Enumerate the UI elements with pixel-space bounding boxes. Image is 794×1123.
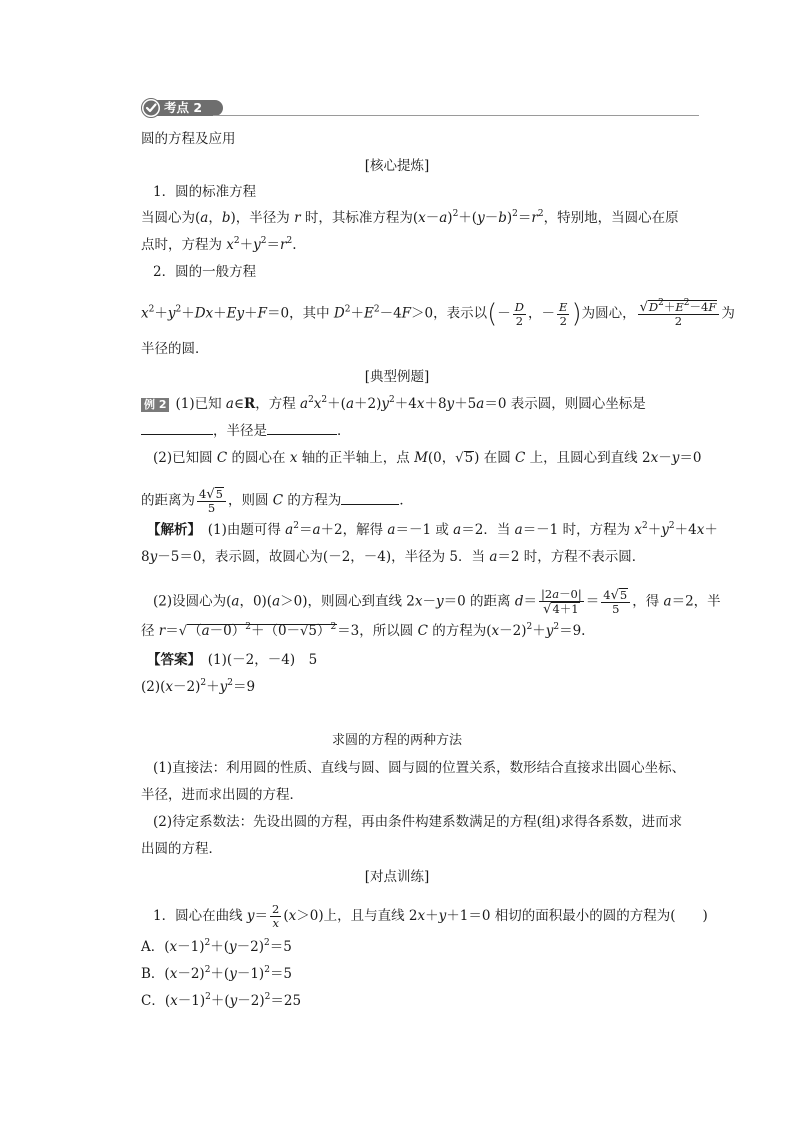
item2-line1: $x^2+y^2+Dx+Ey+F=0$，其中 $D^2+E^2-4F>0$，表示以(－ $\frac{D}{2}$ ，－ $\frac{E}{2}$ )为圆心， $\frac{√D^2+E^2-4F}{2}$ 为: [141, 298, 735, 329]
solution-line4: 径 $r=√(a-0)^2+(0-√5)^2=3$，所以圆 C 的方程为$(x-2)^2+y^2=9$.: [141, 622, 586, 639]
badge-label: 考点 2: [164, 100, 203, 115]
training-question: 1．圆心在曲线 y＝ $\frac{2}{x}$ (x＞0)上，且与直线 2x＋y＋1＝0 相切的面积最小的圆的方程为( ): [153, 902, 708, 930]
answer-line1: 【答案】 (1)(－2，－4) 5: [147, 652, 318, 668]
method1-line1: (1)直接法：利用圆的性质、直线与圆、圆与圆的位置关系，数形结合直接求出圆心坐标、: [153, 760, 686, 776]
example-q2-line1: (2)已知圆 C 的圆心在 x 轴的正半轴上，点 M(0，√5) 在圆 C 上，且圆心到直线 2x－y＝0: [153, 450, 702, 466]
answer-line2: $(2)(x-2)^2+y^2=9$: [141, 678, 256, 695]
item2-line2: 半径的圆．: [141, 341, 209, 357]
solution-line1: 【解析】 (1)由题可得 $a^2=a+2$，解得 a＝－1 或 a＝2．当 a＝－1 时，方程为 $x^2+y^2+4x+$: [147, 521, 718, 538]
solution-line2: 8y－5＝0，表示圆，故圆心为(－2，－4)，半径为 5．当 a＝2 时，方程不表示圆．: [141, 549, 646, 565]
method1-line2: 半径，进而求出圆的方程．: [141, 787, 303, 803]
item1-line1: 当圆心为(a，b)，半径为 r 时，其标准方程为$(x-a)^2+(y-b)^2=r^2$，特别地，当圆心在原: [141, 209, 679, 226]
training-heading: [对点训练]: [364, 869, 430, 885]
method2-line2: 出圆的方程．: [141, 841, 222, 857]
methods-title: 求圆的方程的两种方法: [331, 733, 462, 748]
solution-line3: (2)设圆心为(a，0)(a＞0)，则圆心到直线 2x－y＝0 的距离 d＝ $\frac{|2a-0|}{√4+1}$ ＝ $\frac{4√5}{5}$ ，得 a＝2，半: [153, 587, 721, 617]
method2-line1: (2)待定系数法：先设出圆的方程，再由条件构建系数满足的方程(组)求得各系数，进而求: [153, 814, 683, 830]
examples-heading: [典型例题]: [364, 369, 430, 385]
item1-line2: 点时，方程为 $x^2+y^2=r^2$.: [141, 236, 297, 253]
example-q2-line2: 的距离为 $\frac{4√5}{5}$ ，则圆 C 的方程为 ．: [141, 487, 413, 515]
example-tag: 例 2: [141, 398, 169, 412]
option-a[interactable]: A．$(x-1)^2+(y-2)^2=5$: [141, 938, 292, 955]
example-q1-line2: ，半径是 ．: [141, 422, 351, 440]
example-q1-line1: 例 2 (1)已知 a∈R，方程 $a^2x^2+(a+2)y^2+4x+8y+5a=0$ 表示圆，则圆心坐标是: [141, 395, 646, 413]
option-c[interactable]: C．$(x-1)^2+(y-2)^2=25$: [141, 992, 302, 1009]
option-b[interactable]: B．$(x-2)^2+(y-1)^2=5$: [141, 965, 293, 982]
item1-title: 1．圆的标准方程: [153, 184, 257, 200]
header-rule: [213, 115, 699, 116]
section-title: 圆的方程及应用: [141, 131, 236, 147]
core-heading: [核心提炼]: [364, 158, 430, 174]
item2-title: 2．圆的一般方程: [153, 264, 257, 280]
